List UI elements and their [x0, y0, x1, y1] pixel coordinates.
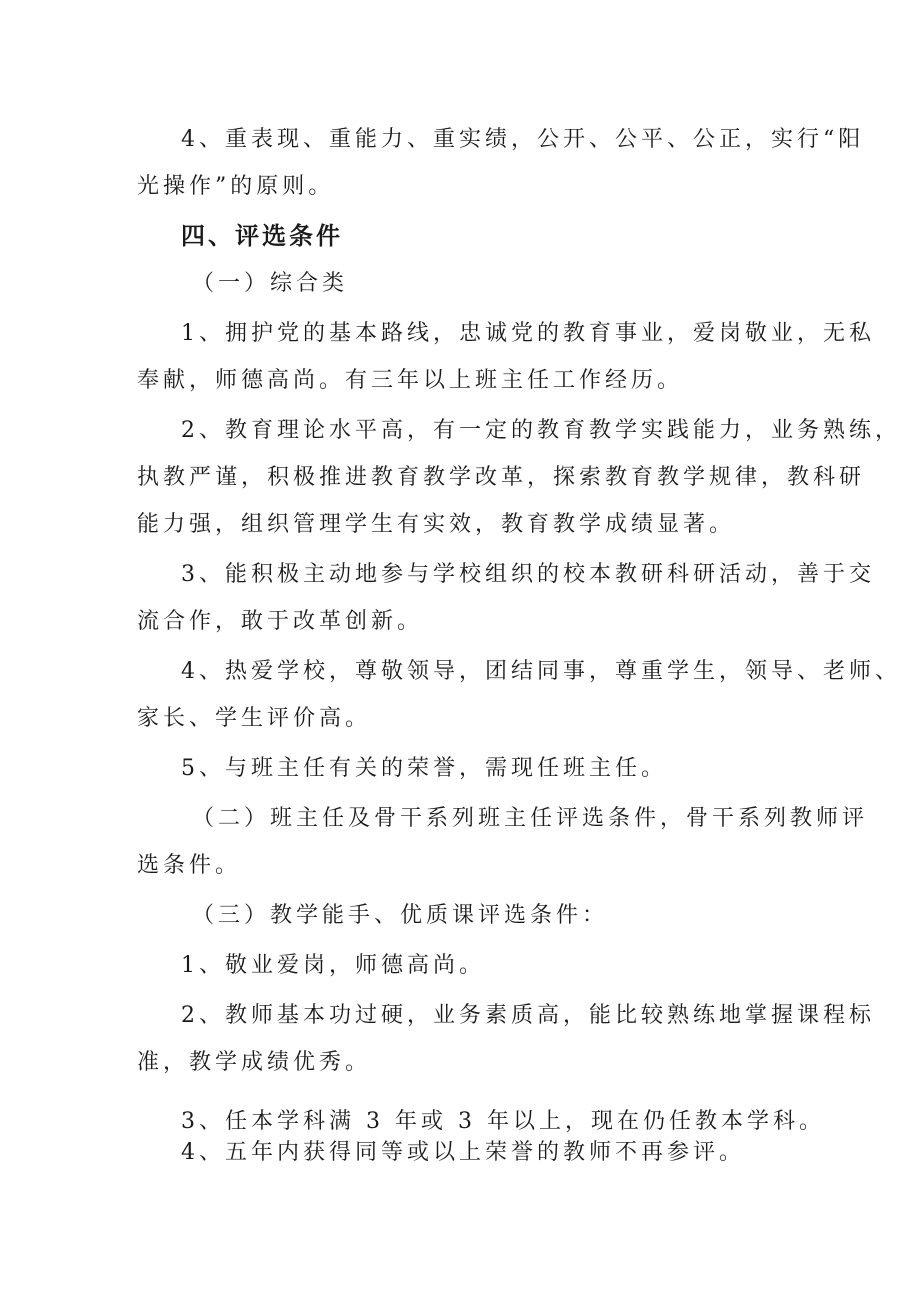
general-item-3-line-2: 流合作，敢于改革创新。 — [137, 609, 424, 634]
general-item-1-line-2: 奉献，师德高尚。有三年以上班主任工作经历。 — [137, 368, 684, 393]
section-heading-criteria: 四、评选条件 — [181, 221, 343, 250]
general-item-2-line-2: 执教严谨，积极推进教育教学改革，探索教育教学规律，教科研 — [137, 465, 866, 490]
subsection-heading-general: （一）综合类 — [192, 271, 349, 296]
teaching-item-3: 3、任本学科满 3 年或 3 年以上，现在仍任教本学科。 — [181, 1109, 825, 1134]
subsection-heading-teaching-expert: （三）教学能手、优质课评选条件： — [192, 903, 609, 928]
general-item-1-line-1: 1、拥护党的基本路线，忠诚党的教育事业，爱岗敬业，无私 — [181, 321, 875, 346]
teaching-item-2-line-2: 准，教学成绩优秀。 — [137, 1050, 372, 1075]
principle-4-line-2: 光操作”的原则。 — [137, 174, 335, 199]
teaching-item-1: 1、敬业爱岗，师德高尚。 — [181, 953, 485, 978]
teaching-item-2-line-1: 2、教师基本功过硬，业务素质高，能比较熟练地掌握课程标 — [181, 1003, 875, 1028]
teaching-item-4: 4、五年内获得同等或以上荣誉的教师不再参评。 — [181, 1140, 745, 1165]
general-item-4-line-2: 家长、学生评价高。 — [137, 706, 372, 731]
subsection-heading-class-teacher-line-2: 选条件。 — [137, 853, 242, 878]
subsection-heading-class-teacher-line-1: （二）班主任及骨干系列班主任评选条件，骨干系列教师评 — [192, 806, 869, 831]
general-item-2-line-3: 能力强，组织管理学生有实效，教育教学成绩显著。 — [137, 512, 736, 537]
general-item-3-line-1: 3、能积极主动地参与学校组织的校本教研科研活动，善于交 — [181, 562, 875, 587]
general-item-4-line-1: 4、热爱学校，尊敬领导，团结同事，尊重学生，领导、老师、 — [181, 659, 901, 684]
principle-4-line-1: 4、重表现、重能力、重实绩，公开、公平、公正，实行“阳 — [181, 127, 865, 152]
general-item-2-line-1: 2、教育理论水平高，有一定的教育教学实践能力，业务熟练， — [181, 418, 901, 443]
general-item-5: 5、与班主任有关的荣誉，需现任班主任。 — [181, 756, 667, 781]
